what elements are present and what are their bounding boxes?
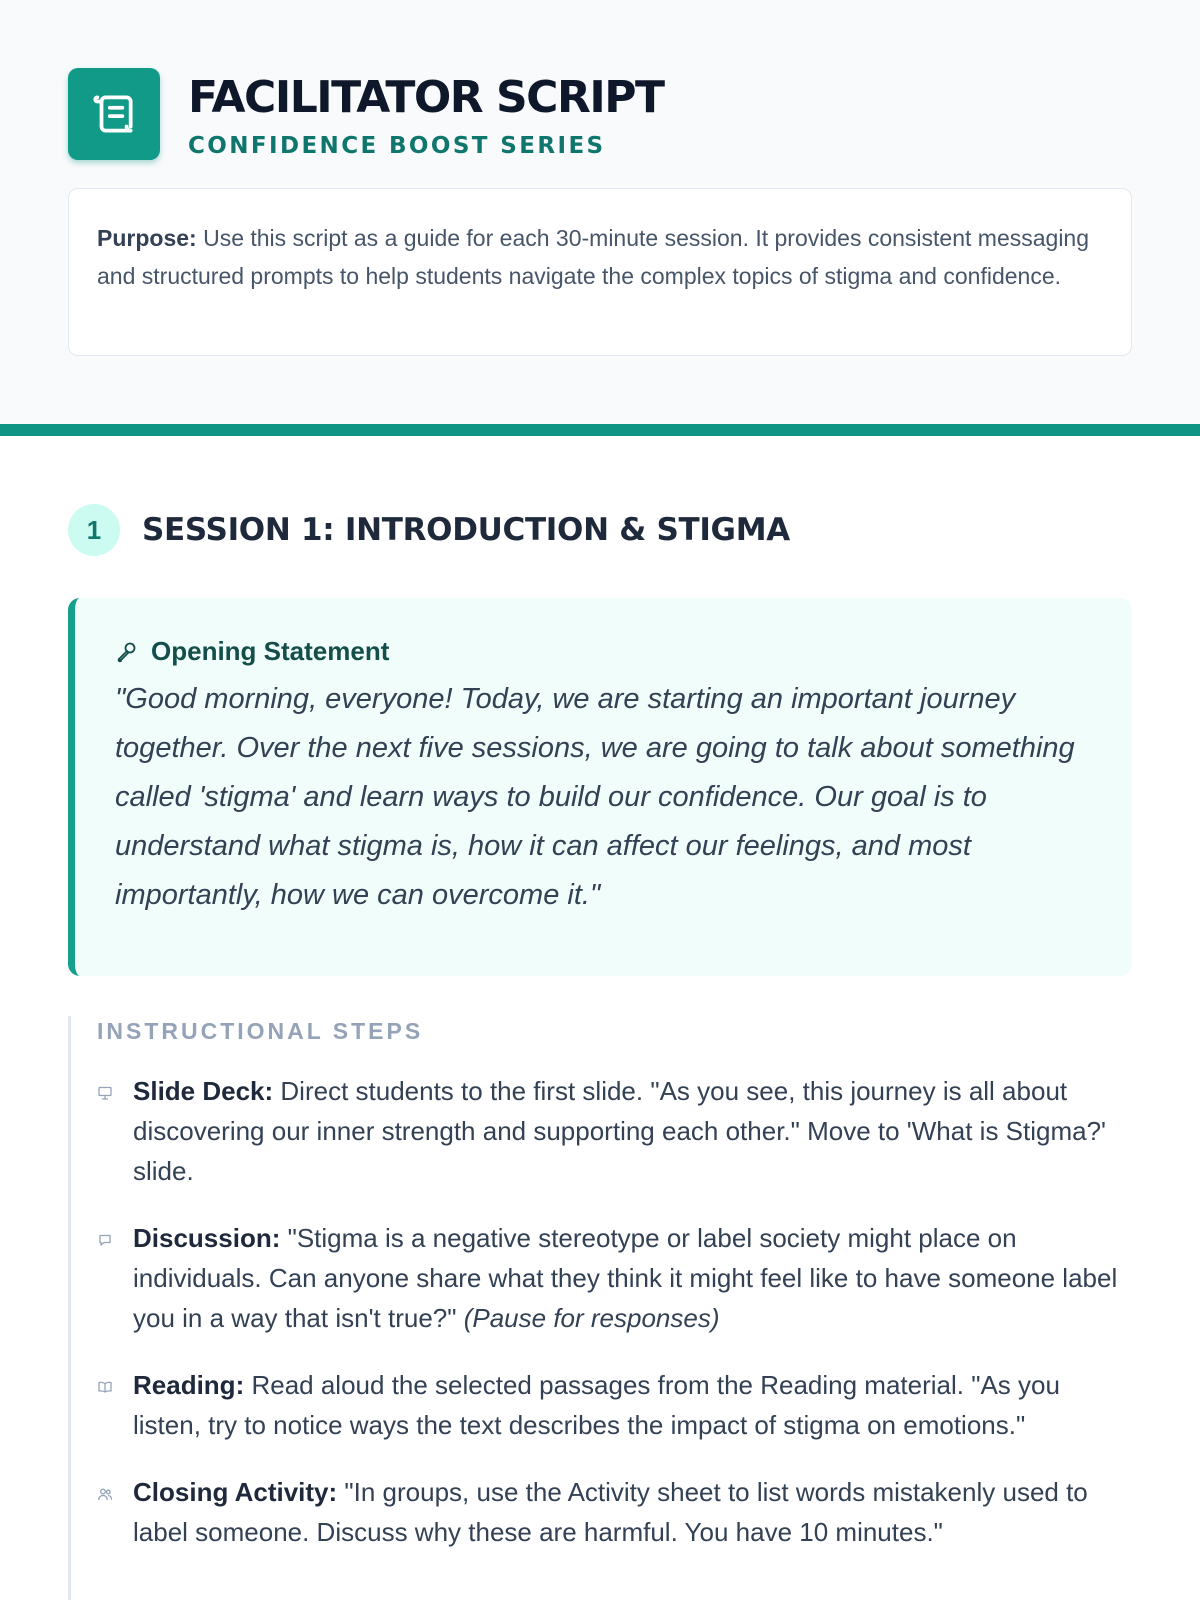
step-note: (Pause for responses) xyxy=(463,1303,720,1333)
title-row xyxy=(68,68,663,160)
users-icon xyxy=(97,1486,113,1502)
list-item xyxy=(97,1365,1132,1445)
step-label: Closing Activity: xyxy=(133,1477,338,1507)
logo-badge xyxy=(68,68,160,160)
opening-statement-card xyxy=(68,598,1132,976)
step-text: Direct students to the first slide. "As you see, this journey is all about discovering our inner strength and supporting each other." Move to 'What is Stigma?' slide. xyxy=(133,1076,1107,1186)
instructional-steps xyxy=(68,1016,1132,1600)
session-number-badge: 1 xyxy=(68,504,120,556)
header-divider xyxy=(0,424,1200,436)
list-item xyxy=(97,1472,1132,1552)
session-title: SESSION 1: INTRODUCTION & STIGMA xyxy=(142,512,790,548)
page-title: FACILITATOR SCRIPT xyxy=(188,72,664,123)
purpose-box xyxy=(68,188,1132,356)
step-text: Read aloud the selected passages from the Reading material. "As you listen, try to notice ways the text describes the impact of stigma on emotions." xyxy=(133,1370,1060,1440)
step-text: "Stigma is a negative stereotype or label society might place on individuals. Can anyone share what they think it might feel like to have someone label you in a way that isn't true?" xyxy=(133,1223,1118,1333)
steps-heading: INSTRUCTIONAL STEPS xyxy=(97,1018,424,1044)
step-label: Reading: xyxy=(133,1370,245,1400)
purpose-label: Purpose: xyxy=(97,225,197,251)
presentation-icon xyxy=(97,1085,113,1101)
list-item xyxy=(97,1218,1132,1338)
microphone-icon xyxy=(115,640,139,664)
opening-statement-label: Opening Statement xyxy=(151,636,390,666)
opening-statement-quote: "Good morning, everyone! Today, we are starting an important journey together. Over the next five sessions, we are going to talk about something called 'stigma' and learn ways to build our confidence. Our goal is to understand what stigma is, how it can affect our feelings, and most importantly, how we can overcome it." xyxy=(115,683,1075,911)
list-item xyxy=(97,1071,1132,1191)
purpose-text: Use this script as a guide for each 30-minute session. It provides consistent messaging and structured prompts to help students navigate the complex topics of stigma and confidence. xyxy=(97,225,1090,289)
scroll-icon xyxy=(89,89,139,139)
page-subtitle: CONFIDENCE BOOST SERIES xyxy=(188,133,606,159)
book-icon xyxy=(97,1379,113,1395)
step-label: Slide Deck: xyxy=(133,1076,274,1106)
step-text: "In groups, use the Activity sheet to list words mistakenly used to label someone. Discuss why these are harmful. You have 10 minutes." xyxy=(133,1477,1088,1547)
header-section xyxy=(0,0,1200,424)
session-header xyxy=(68,504,790,556)
chat-bubble-icon xyxy=(97,1232,113,1248)
step-label: Discussion: xyxy=(133,1223,281,1253)
